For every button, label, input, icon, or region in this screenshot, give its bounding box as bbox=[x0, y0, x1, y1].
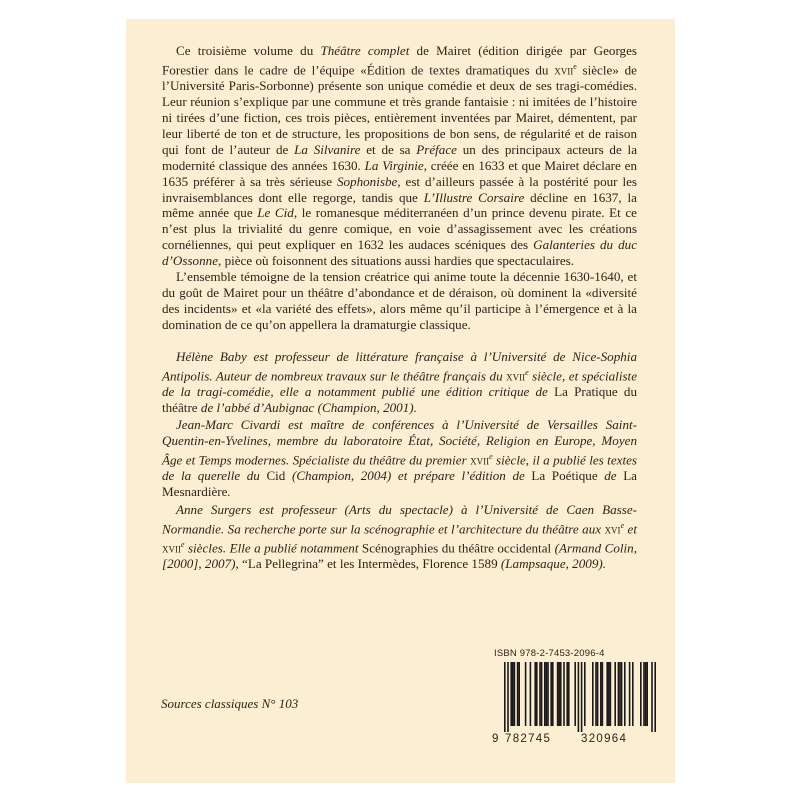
text-run: xvii bbox=[162, 540, 181, 556]
barcode-bars bbox=[492, 662, 661, 734]
text-run: L’Illustre Corsaire bbox=[423, 189, 525, 205]
text-run: xvii bbox=[470, 452, 490, 468]
text-run: Anne Surgers est professeur (Arts du spectacle) à l’Université de Caen Basse-Normandie. Sa recherche porte sur la scénographie et l’architecture du théâtre aux bbox=[162, 502, 637, 537]
text-run: xvii bbox=[506, 368, 526, 384]
barcode-bar bbox=[584, 662, 586, 726]
barcode-bar bbox=[557, 662, 559, 726]
back-cover bbox=[126, 19, 675, 783]
barcode-bar bbox=[544, 662, 546, 726]
barcode-bar bbox=[654, 662, 656, 732]
barcode-block bbox=[492, 648, 661, 751]
text-run: siècles. Elle a publié notamment bbox=[184, 540, 362, 556]
author-bio-civardi bbox=[162, 417, 637, 500]
barcode-bar bbox=[619, 662, 621, 726]
barcode-bar bbox=[568, 662, 570, 726]
barcode-bar bbox=[614, 662, 616, 726]
text-run: La Poétique bbox=[531, 468, 598, 484]
barcode-bar bbox=[592, 662, 594, 726]
barcode-bar bbox=[602, 662, 604, 726]
barcode-bar bbox=[536, 662, 538, 726]
barcode-bar bbox=[534, 662, 536, 726]
barcode-bar bbox=[624, 662, 626, 726]
barcode-bar bbox=[645, 662, 647, 726]
barcode-bar bbox=[581, 662, 583, 732]
text-run: e bbox=[489, 451, 493, 461]
barcode-bar bbox=[651, 662, 653, 732]
text-run: un des principaux acteurs de la modernité classique des années 1630. bbox=[162, 141, 638, 173]
barcode-bar bbox=[600, 662, 602, 726]
barcode-bar bbox=[610, 662, 612, 726]
text-run: de bbox=[597, 468, 624, 484]
barcode-bar bbox=[514, 662, 516, 726]
text-run: et bbox=[624, 521, 637, 537]
barcode-bar bbox=[566, 662, 568, 726]
text-run: La Pratique du théâtre bbox=[162, 384, 637, 416]
barcode-bar bbox=[547, 662, 549, 726]
summary-paragraph-2 bbox=[162, 269, 637, 333]
text-run: , pièce où foisonnent des situations aussi hardies que spectaculaires. bbox=[218, 253, 574, 269]
barcode-bar bbox=[552, 662, 554, 726]
summary-text bbox=[162, 43, 637, 333]
author-bio-baby bbox=[162, 349, 637, 416]
barcode-bar bbox=[539, 662, 541, 726]
barcode-bar bbox=[546, 662, 548, 726]
text-run: Sophonisbe bbox=[336, 173, 398, 189]
text-run: siècle» de l’Université Paris-Sorbonne) présente son unique comédie et deux de ses tragi-comédies. Leur réunion s’explique par une commune et très grande fantaisie : ni imitées de l’histoire ni tirées d’une fiction, ces trois pièces, entièrement inventées par Mairet, démentent, par leur liberté de ton et de structure, les propositions de bon sens, de régularité et de raison qui font de l’auteur de bbox=[162, 62, 637, 157]
barcode-bar bbox=[504, 662, 506, 732]
text-run: Ce troisième volume du bbox=[176, 43, 321, 58]
barcode-bar bbox=[597, 662, 599, 726]
barcode-bar bbox=[595, 662, 597, 726]
text-run: L’ensemble témoigne de la tension créatrice qui anime toute la décennie 1630-1640, et du goût de Mairet pour un théâtre d’abondance et de déraison, où dominent la «diversité des incidents» et «la variété des effets», alors même qu’il participe à l’émergence et à la domination de ce qu’on appellera la dramaturgie classique. bbox=[162, 269, 637, 332]
text-run: Jean-Marc Civardi est maître de conférences à l’Université de Versailles Saint-Quentin-en-Yvelines, membre du laboratoire État, Société, Religion en Europe, Moyen Âge et Temps modernes. Spécialiste du théâtre du premier bbox=[162, 417, 637, 468]
barcode-bar bbox=[560, 662, 562, 726]
barcode-bar bbox=[618, 662, 620, 726]
barcode-bar bbox=[574, 662, 576, 726]
text-run: , créée en 1633 et que Mairet déclare en 1635 préférer à sa très sérieuse bbox=[162, 157, 637, 189]
barcode-bar bbox=[563, 662, 565, 726]
barcode-bar bbox=[558, 662, 560, 726]
text-run: Préface bbox=[416, 141, 457, 157]
text-run: (Armand Colin, [2000], 2007), bbox=[162, 540, 637, 572]
text-run: Galanteries du duc d’Ossonne bbox=[162, 237, 638, 269]
series-label: Sources classiques N° 103 bbox=[161, 696, 299, 711]
text-run: (Lampsaque, 2009). bbox=[497, 556, 607, 572]
text-run: Cid bbox=[266, 468, 286, 484]
text-run: siècle, et spécialiste de la tragi-comédie, elle a notamment publié une édition critique de bbox=[162, 368, 638, 400]
text-run: La Silvanire bbox=[294, 141, 361, 157]
barcode-bar bbox=[621, 662, 623, 726]
barcode-bar bbox=[525, 662, 527, 726]
isbn-label: ISBN 978-2-7453-2096-4 bbox=[494, 648, 605, 659]
barcode-bar bbox=[632, 662, 634, 726]
barcode-bar bbox=[578, 662, 580, 732]
text-run: e bbox=[620, 520, 625, 530]
barcode-bar bbox=[629, 662, 631, 726]
text-run: Hélène Baby est professeur de littérature française à l’Université de Nice-Sophia Antipolis. Auteur de nombreux travaux sur le théâtre français du bbox=[162, 349, 637, 384]
barcode-bar bbox=[550, 662, 552, 726]
barcode-bar bbox=[512, 662, 514, 726]
text-run: La Mesnardière bbox=[162, 468, 637, 499]
barcode-first-digit: 9 bbox=[492, 733, 499, 745]
text-run: siècle, il a publié les textes de la querelle du bbox=[162, 452, 637, 484]
text-run: décline en 1637, la même année que bbox=[162, 189, 637, 221]
text-run: xvi bbox=[604, 521, 621, 537]
barcode-left-group: 782745 bbox=[505, 733, 552, 745]
text-run: , le romanesque méditerranéen d’un prince devenu pirate. Et ce n’est plus la trivialité du genre comique, en voie d’assagissement avec les créations cornéliennes, qui peut expliquer en 1632 les audaces scéniques des bbox=[162, 205, 637, 253]
text-run: (Champion, 2004) et prépare l’édition de bbox=[285, 468, 532, 484]
text-run: xvii bbox=[554, 62, 574, 78]
barcode-bar bbox=[507, 662, 509, 732]
text-run: de l’abbé d’Aubignac (Champion, 2001). bbox=[197, 400, 417, 416]
text-run: “La Pellegrina” et les Intermèdes, Florence 1589 bbox=[242, 556, 498, 572]
text-run: La Virginie bbox=[364, 157, 424, 173]
text-run: . bbox=[227, 483, 231, 499]
barcode-bar bbox=[643, 662, 645, 726]
text-run: e bbox=[525, 367, 529, 377]
text-run: Le Cid bbox=[257, 205, 294, 221]
author-bio-surgers bbox=[162, 502, 637, 572]
barcode-bar bbox=[510, 662, 512, 726]
summary-paragraph-1 bbox=[162, 43, 637, 269]
text-run: et de sa bbox=[360, 141, 417, 157]
text-run: e bbox=[181, 540, 185, 550]
text-run: Théâtre complet bbox=[320, 43, 410, 58]
barcode-bar bbox=[530, 662, 532, 726]
barcode-bar bbox=[608, 662, 610, 726]
barcode-bar bbox=[541, 662, 543, 726]
barcode-right-group: 320964 bbox=[581, 733, 628, 745]
barcode-bar bbox=[606, 662, 608, 726]
barcode-bar bbox=[518, 662, 520, 726]
text-run: Scénographies du théâtre occidental bbox=[361, 540, 552, 556]
barcode-bar bbox=[640, 662, 642, 726]
barcode-bar bbox=[646, 662, 648, 726]
text-run: , est d’ailleurs passée à la postérité pour les invraisemblances dont elle regorge, tandis que bbox=[162, 173, 638, 205]
text-run: e bbox=[573, 61, 577, 71]
text-run: de Mairet (édition dirigée par Georges Forestier dans le cadre de l’équipe «Édition de textes dramatiques du bbox=[162, 43, 638, 78]
barcode-bar bbox=[517, 662, 519, 726]
